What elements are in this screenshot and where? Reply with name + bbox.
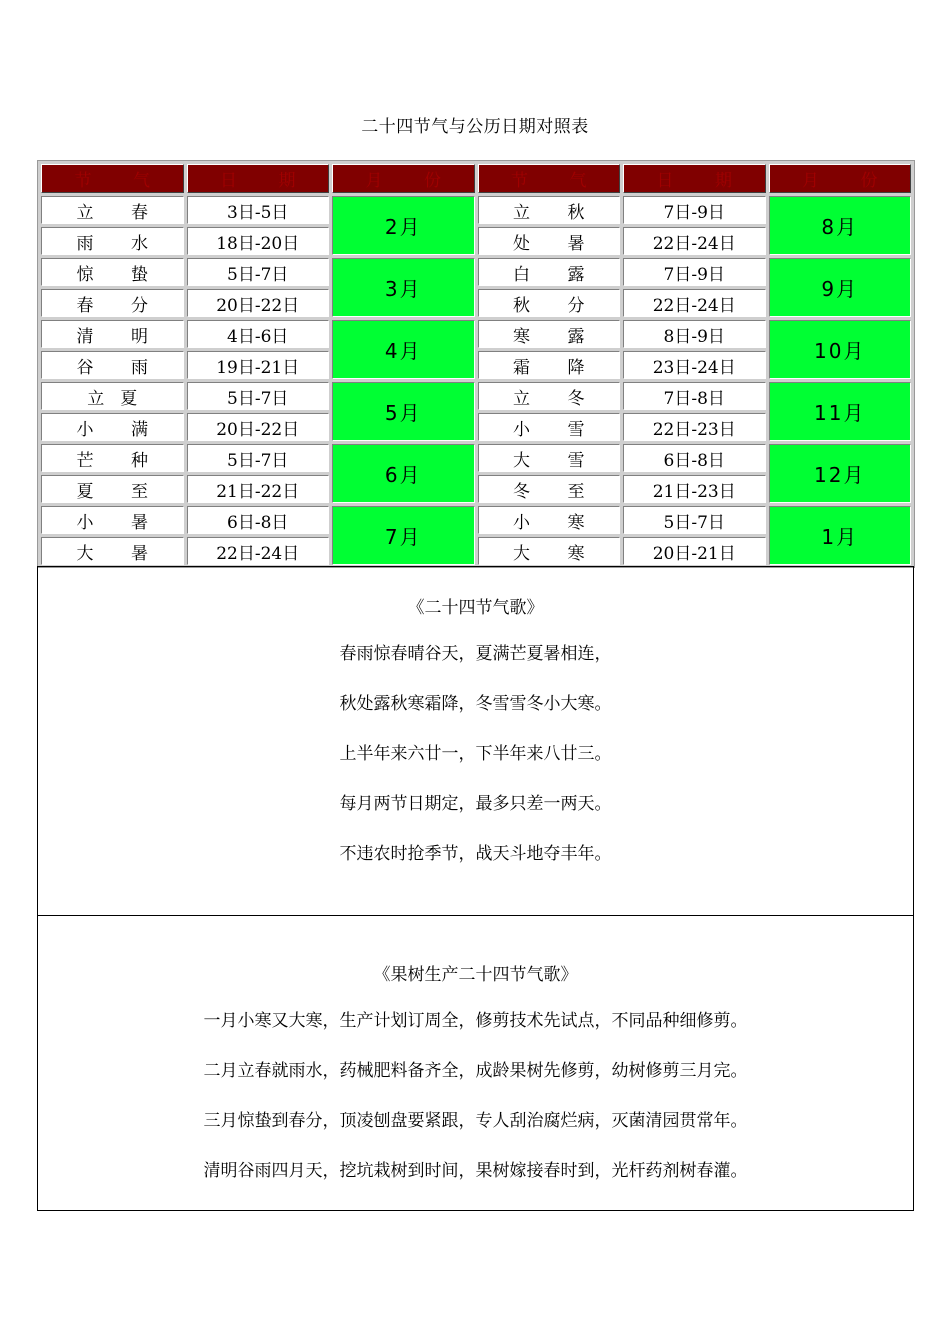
term-cell: 处 暑 [478,227,621,255]
date-cell: 23日-24日 [623,351,766,379]
table-row [41,258,911,286]
month-cell: 3月 [332,258,475,317]
term-cell: 小 满 [41,413,184,441]
poem-line: 二月立春就雨水，药械肥料备齐全，成龄果树先修剪，幼树修剪三月完。 [203,1061,748,1081]
term-cell: 秋 分 [478,289,621,317]
fruit-tree-song-box [37,914,914,1211]
date-cell: 19日-21日 [187,351,330,379]
table-row [41,382,911,410]
table-row [41,506,911,534]
term-cell: 冬 至 [478,475,621,503]
date-cell: 6日-8日 [623,444,766,472]
month-cell: 1月 [769,506,912,565]
term-cell: 春 分 [41,289,184,317]
term-cell: 惊 蛰 [41,258,184,286]
date-cell: 5日-7日 [623,506,766,534]
solar-terms-table [38,161,914,568]
poem-line: 三月惊蛰到春分，顶凌刨盘要紧跟，专人刮治腐烂病，灭菌清园贯常年。 [203,1111,748,1131]
table-row [41,444,911,472]
term-cell: 大 暑 [41,537,184,565]
date-cell: 20日-21日 [623,537,766,565]
term-cell: 小 暑 [41,506,184,534]
table-header-row [41,164,911,193]
term-cell: 白 露 [478,258,621,286]
header-date-left: 日 期 [187,164,330,193]
month-cell: 6月 [332,444,475,503]
term-cell: 清 明 [41,320,184,348]
term-cell: 立夏 [41,382,184,410]
term-cell: 立 春 [41,196,184,224]
poem-line: 春雨惊春晴谷天，夏满芒夏暑相连， [339,644,612,664]
term-cell: 谷 雨 [41,351,184,379]
date-cell: 21日-22日 [187,475,330,503]
month-cell: 7月 [332,506,475,565]
date-cell: 20日-22日 [187,413,330,441]
date-cell: 22日-23日 [623,413,766,441]
solar-terms-song-box [37,566,914,916]
month-cell: 10月 [769,320,912,379]
month-cell: 11月 [769,382,912,441]
table-row [41,196,911,224]
header-term-left: 节 气 [41,164,184,193]
date-cell: 20日-22日 [187,289,330,317]
term-cell: 小 寒 [478,506,621,534]
poem-line: 每月两节日期定，最多只差一两天。 [339,794,612,814]
date-cell: 22日-24日 [187,537,330,565]
solar-terms-table-frame [37,160,915,568]
poem-title: 《果树生产二十四节气歌》 [373,965,578,985]
month-cell: 4月 [332,320,475,379]
header-month-right: 月 份 [769,164,912,193]
poem-lines [38,1010,913,1210]
term-cell: 立 冬 [478,382,621,410]
term-cell: 大 寒 [478,537,621,565]
table-row [41,320,911,348]
term-cell: 雨 水 [41,227,184,255]
date-cell: 22日-24日 [623,289,766,317]
month-cell: 9月 [769,258,912,317]
date-cell: 7日-8日 [623,382,766,410]
month-cell: 5月 [332,382,475,441]
term-cell: 芒 种 [41,444,184,472]
date-cell: 3日-5日 [187,196,330,224]
header-date-right: 日 期 [623,164,766,193]
date-cell: 5日-7日 [187,444,330,472]
date-cell: 18日-20日 [187,227,330,255]
month-cell: 2月 [332,196,475,255]
poem-line: 秋处露秋寒霜降，冬雪雪冬小大寒。 [339,694,612,714]
term-cell: 立 秋 [478,196,621,224]
term-cell: 小 雪 [478,413,621,441]
month-cell: 8月 [769,196,912,255]
date-cell: 7日-9日 [623,258,766,286]
term-cell: 寒 露 [478,320,621,348]
poem-line: 一月小寒又大寒，生产计划订周全，修剪技术先试点，不同品种细修剪。 [203,1011,748,1031]
term-cell: 霜 降 [478,351,621,379]
date-cell: 5日-7日 [187,258,330,286]
page-title: 二十四节气与公历日期对照表 [361,117,589,137]
month-cell: 12月 [769,444,912,503]
date-cell: 4日-6日 [187,320,330,348]
poem-line: 上半年来六廿一，下半年来八廿三。 [339,744,612,764]
poem-line: 清明谷雨四月天，挖坑栽树到时间，果树嫁接春时到，光杆药剂树春灌。 [203,1161,748,1181]
date-cell: 21日-23日 [623,475,766,503]
header-term-right: 节 气 [478,164,621,193]
poem-line: 不违农时抢季节，战天斗地夺丰年。 [339,844,612,864]
date-cell: 7日-9日 [623,196,766,224]
date-cell: 6日-8日 [187,506,330,534]
date-cell: 22日-24日 [623,227,766,255]
header-month-left: 月 份 [332,164,475,193]
term-cell: 夏 至 [41,475,184,503]
date-cell: 8日-9日 [623,320,766,348]
poem-title: 《二十四节气歌》 [407,598,544,618]
date-cell: 5日-7日 [187,382,330,410]
term-cell: 大 雪 [478,444,621,472]
poem-lines [38,643,913,893]
